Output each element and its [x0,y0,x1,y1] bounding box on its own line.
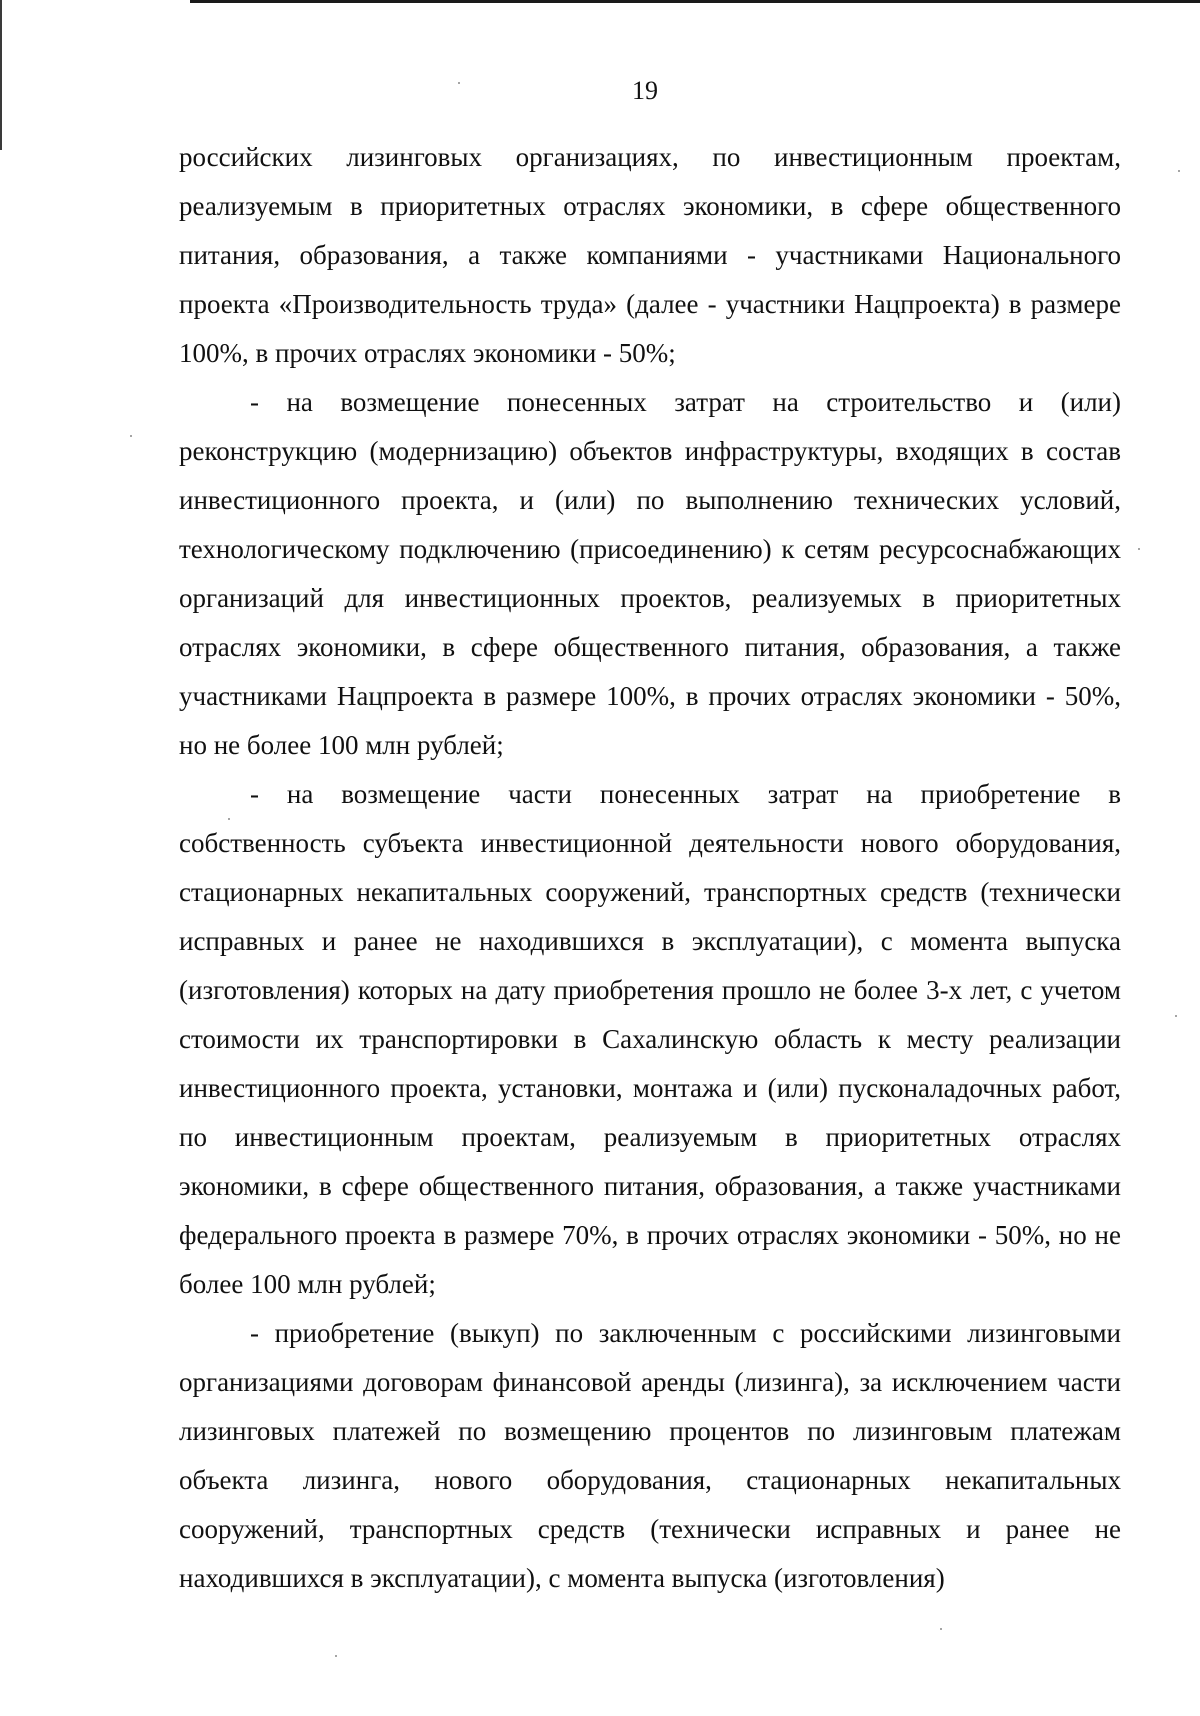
body-text [179,133,1121,1603]
page-number: 19 [632,76,658,105]
paragraph-infrastructure-costs: - на возмещение понесенных затрат на строительство и (или) реконструкцию (модернизацию) объектов инфраструктуры, входящих в состав инвестиционного проекта, и (или) по выполнению технических условий, технологическому подключению (присоединению) к сетям ресурсоснабжающих организаций для инвестиционных проектов, реализуемых в приоритетных отраслях экономики, в сфере общественного питания, образования, а также участниками Нацпроекта в размере 100%, в прочих отраслях экономики - 50%, но не более 100 млн рублей; [179,387,1121,760]
paragraph-equipment-costs: - на возмещение части понесенных затрат на приобретение в собственность субъекта инвестиционной деятельности нового оборудования, стационарных некапитальных сооружений, транспортных средств (технически исправных и ранее не находившихся в эксплуатации), с момента выпуска (изготовления) которых на дату приобретения прошло не более 3-х лет, с учетом стоимости их транспортировки в Сахалинскую область к месту реализации инвестиционного проекта, установки, монтажа и (или) пусконаладочных работ, по инвестиционным проектам, реализуемым в приоритетных отраслях экономики, в сфере общественного питания, образования, а также участниками федерального проекта в размере 70%, в прочих отраслях экономики - 50%, но не более 100 млн рублей; [179,779,1121,1299]
scan-speck [1138,548,1140,550]
scan-speck [130,435,132,437]
scan-speck [1178,170,1180,172]
scan-speck [1175,1015,1177,1017]
paragraph-continuation: российских лизинговых организациях, по инвестиционным проектам, реализуемым в приоритетных отраслях экономики, в сфере общественного питания, образования, а также компаниями - участниками Национального проекта «Производительность труда» (далее - участники Нацпроекта) в размере 100%, в прочих отраслях экономики - 50%; [179,142,1121,368]
paragraph-leasing-buyout: - приобретение (выкуп) по заключенным с российскими лизинговыми организациями договорам финансовой аренды (лизинга), за исключением части лизинговых платежей по возмещению процентов по лизинговым платежам объекта лизинга, нового оборудования, стационарных некапитальных сооружений, транспортных средств (технически исправных и ранее не находившихся в эксплуатации), с момента выпуска (изготовления) [179,1318,1121,1593]
scan-speck [940,1628,942,1630]
scan-edge-top [190,0,1200,3]
scan-edge-left [0,0,2,150]
scan-speck [335,1655,337,1657]
